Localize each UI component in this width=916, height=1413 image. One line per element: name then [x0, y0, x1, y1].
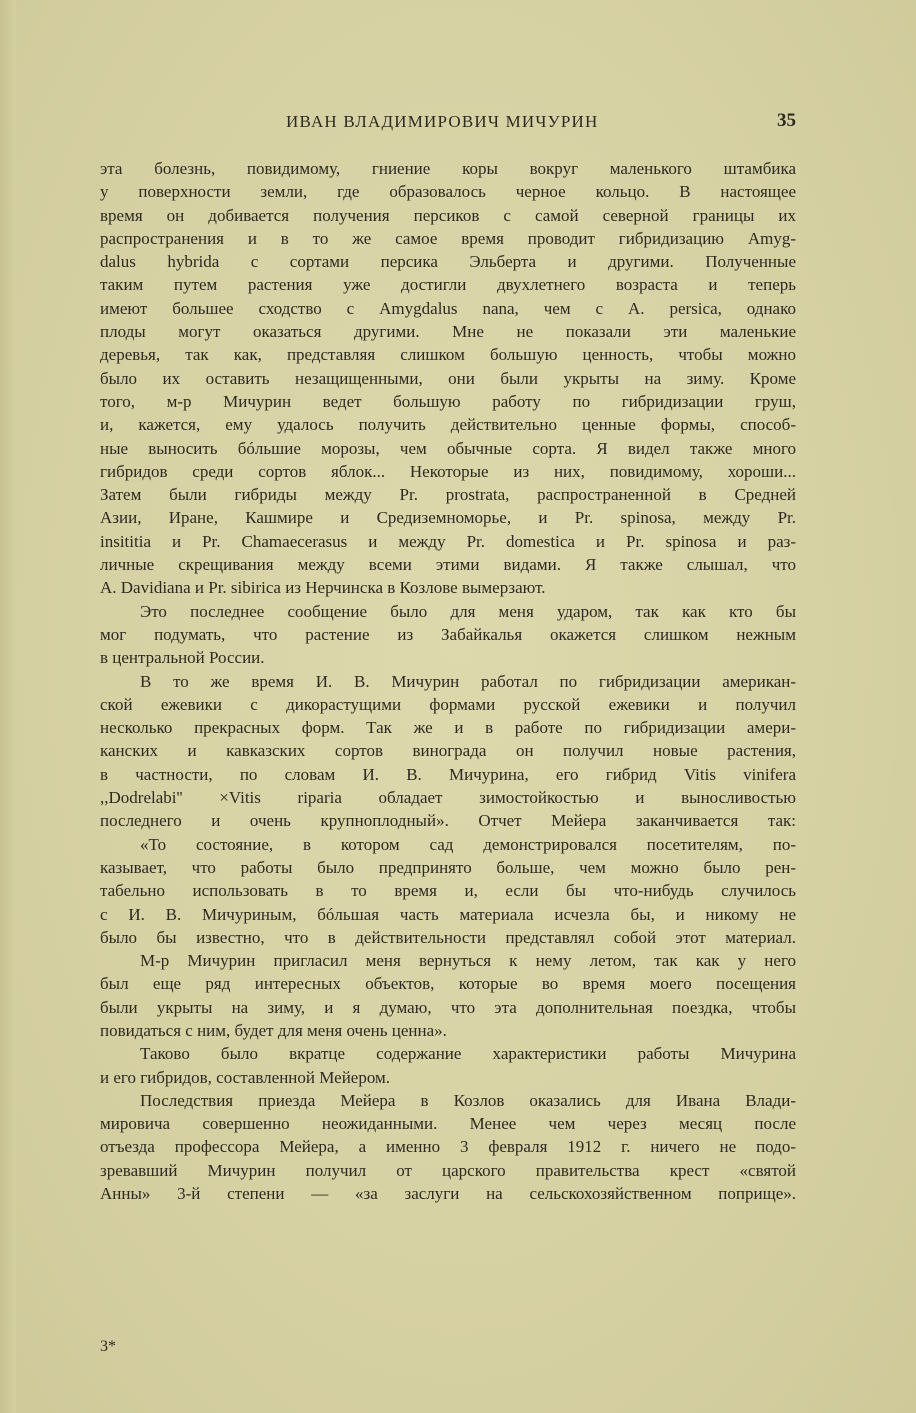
text-line: имеют большее сходство с Amygdalus nana, чем с A. persica, однако — [100, 298, 796, 318]
text-line: отъезда профессора Мейера, а именно 3 февраля 1912 г. ничего не подо- — [100, 1137, 796, 1157]
text-line: М-р Мичурин пригласил меня вернуться к нему летом, так как у него — [140, 951, 796, 971]
signature-mark: 3* — [100, 1338, 116, 1355]
text-line: того, м-р Мичурин ведет большую работу по гибридизации груш, — [100, 391, 796, 411]
text-line: деревья, так как, представляя слишком большую ценность, чтобы можно — [100, 345, 796, 365]
text-line: был еще ряд интересных объектов, которые во время моего посещения — [100, 974, 796, 994]
text-line: Затем были гибриды между Pr. prostrata, распространенной в Средней — [100, 485, 796, 505]
text-line: Последствия приезда Мейера в Козлов оказались для Ивана Влади- — [140, 1090, 796, 1110]
body-text — [100, 157, 796, 1205]
text-line: мог подумать, что растение из Забайкалья окажется слишком нежным — [100, 624, 796, 644]
text-line: были укрыты на зиму, и я думаю, что эта дополнительная поездка, чтобы — [100, 997, 796, 1017]
text-line: и его гибридов, составленной Мейером. — [100, 1067, 391, 1087]
text-line: табельно использовать в то время и, если бы что-нибудь случилось — [100, 881, 796, 901]
text-line: распространения и в то же самое время проводит гибридизацию Amyg- — [100, 228, 796, 248]
text-line: dalus hybrida с сортами персика Эльберта и другими. Полученные — [100, 252, 796, 272]
text-line: было бы известно, что в действительности представлял собой этот материал. — [100, 927, 796, 947]
text-line: было их оставить незащищенными, они были укрыты на зиму. Кроме — [100, 368, 796, 388]
text-line: ской ежевики с дикорастущими формами русской ежевики и получил — [100, 694, 796, 714]
page-number: 35 — [777, 110, 796, 131]
text-line: повидаться с ним, будет для меня очень ценна». — [100, 1020, 447, 1040]
text-line: Таково было вкратце содержание характеристики работы Мичурина — [140, 1044, 796, 1064]
text-line: личные скрещивания между всеми этими видами. Я также слышал, что — [100, 555, 796, 575]
text-line: В то же время И. В. Мичурин работал по гибридизации американ- — [140, 671, 796, 691]
text-line: с И. В. Мичуриным, бóльшая часть материала исчезла бы, и никому не — [100, 904, 796, 924]
text-line: в частности, по словам И. В. Мичурина, его гибрид Vitis vinifera — [100, 764, 796, 784]
text-line: ,,Dodrelabi'' ×Vitis riparia обладает зимостойкостью и выносливостью — [100, 788, 796, 808]
text-line: несколько прекрасных форм. Так же и в работе по гибридизации амери- — [100, 718, 796, 738]
text-line: время он добивается получения персиков с самой северной границы их — [100, 205, 796, 225]
text-line: «То состояние, в котором сад демонстрировался посетителям, по- — [140, 834, 796, 854]
text-line: мировича совершенно неожиданными. Менее чем через месяц после — [100, 1114, 796, 1134]
text-line: у поверхности земли, где образовалось черное кольцо. В настоящее — [100, 182, 796, 202]
page-header — [100, 112, 796, 140]
text-line: плоды могут оказаться другими. Мне не показали эти маленькие — [100, 322, 796, 342]
text-line: канских и кавказских сортов винограда он получил новые растения, — [100, 741, 796, 761]
text-line: зревавший Мичурин получил от царского правительства крест «святой — [100, 1160, 796, 1180]
text-line: Анны» 3-й степени — «за заслуги на сельскохозяйственном поприще». — [100, 1184, 796, 1204]
text-line: эта болезнь, повидимому, гниение коры вокруг маленького штамбика — [100, 159, 796, 178]
text-line: таким путем растения уже достигли двухлетнего возраста и теперь — [100, 275, 796, 295]
text-line: ные выносить бóльшие морозы, чем обычные сорта. Я видел также много — [100, 438, 796, 458]
text-line: insititia и Pr. Chamaecerasus и между Pr. domestica и Pr. spinosa и раз- — [100, 531, 796, 551]
text-line: Это последнее сообщение было для меня ударом, так как кто бы — [140, 601, 796, 621]
text-line: последнего и очень крупноплодный». Отчет Мейера заканчивается так: — [100, 811, 796, 831]
text-line: и, кажется, ему удалось получить действительно ценные формы, способ- — [100, 415, 796, 435]
text-line: гибридов среди сортов яблок... Некоторые из них, повидимому, хороши... — [100, 461, 796, 481]
text-line: в центральной России. — [100, 648, 265, 668]
running-title: ИВАН ВЛАДИМИРОВИЧ МИЧУРИН — [286, 112, 599, 131]
text-line: A. Davidiana и Pr. sibirica из Нерчинска в Козлове вымерзают. — [100, 578, 546, 598]
text-line: казывает, что работы было предпринято больше, чем можно было рен- — [100, 857, 796, 877]
text-line: Азии, Иране, Кашмире и Средиземноморье, и Pr. spinosa, между Pr. — [100, 508, 796, 528]
page-edge-shadow — [0, 0, 16, 1413]
